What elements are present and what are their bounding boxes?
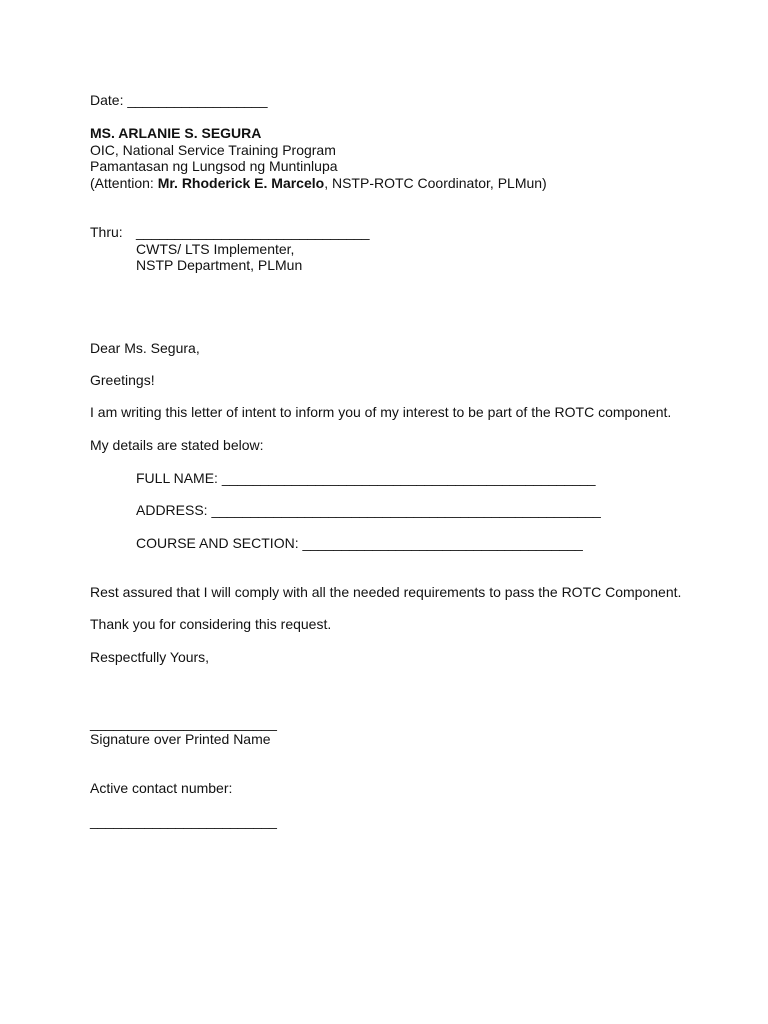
signature-label: Signature over Printed Name [90, 731, 271, 747]
date-line: Date: __________________ [90, 92, 268, 108]
details-intro: My details are stated below: [90, 437, 264, 453]
attention-rest: , NSTP-ROTC Coordinator, PLMun) [324, 175, 547, 191]
contact-label: Active contact number: [90, 780, 233, 796]
thanks-paragraph: Thank you for considering this request. [90, 616, 332, 632]
signature-blank: ________________________ [90, 715, 277, 731]
thru-blank: ______________________________ [136, 224, 370, 240]
course-field: COURSE AND SECTION: ____________________________________ [136, 535, 583, 551]
full-name-field: FULL NAME: ________________________________________________ [136, 470, 596, 486]
assurance-paragraph: Rest assured that I will comply with all the needed requirements to pass the ROTC Component. [90, 584, 682, 600]
thru-label: Thru: [90, 224, 123, 240]
closing: Respectfully Yours, [90, 649, 210, 665]
thru-dept: NSTP Department, PLMun [136, 257, 303, 273]
attention-line [90, 175, 547, 192]
thru-role: CWTS/ LTS Implementer, [136, 241, 295, 257]
attention-name: Mr. Rhoderick E. Marcelo [157, 175, 325, 191]
recipient-org: Pamantasan ng Lungsod ng Muntinlupa [90, 158, 338, 174]
address-field: ADDRESS: __________________________________________________ [136, 502, 601, 518]
recipient-name: MS. ARLANIE S. SEGURA [90, 125, 262, 141]
recipient-title: OIC, National Service Training Program [90, 142, 336, 158]
contact-blank: ________________________ [90, 813, 277, 829]
attention-open: (Attention: [90, 175, 158, 191]
greeting: Greetings! [90, 372, 155, 388]
salutation: Dear Ms. Segura, [90, 340, 200, 356]
intent-paragraph: I am writing this letter of intent to inform you of my interest to be part of the ROTC component. [90, 404, 672, 420]
